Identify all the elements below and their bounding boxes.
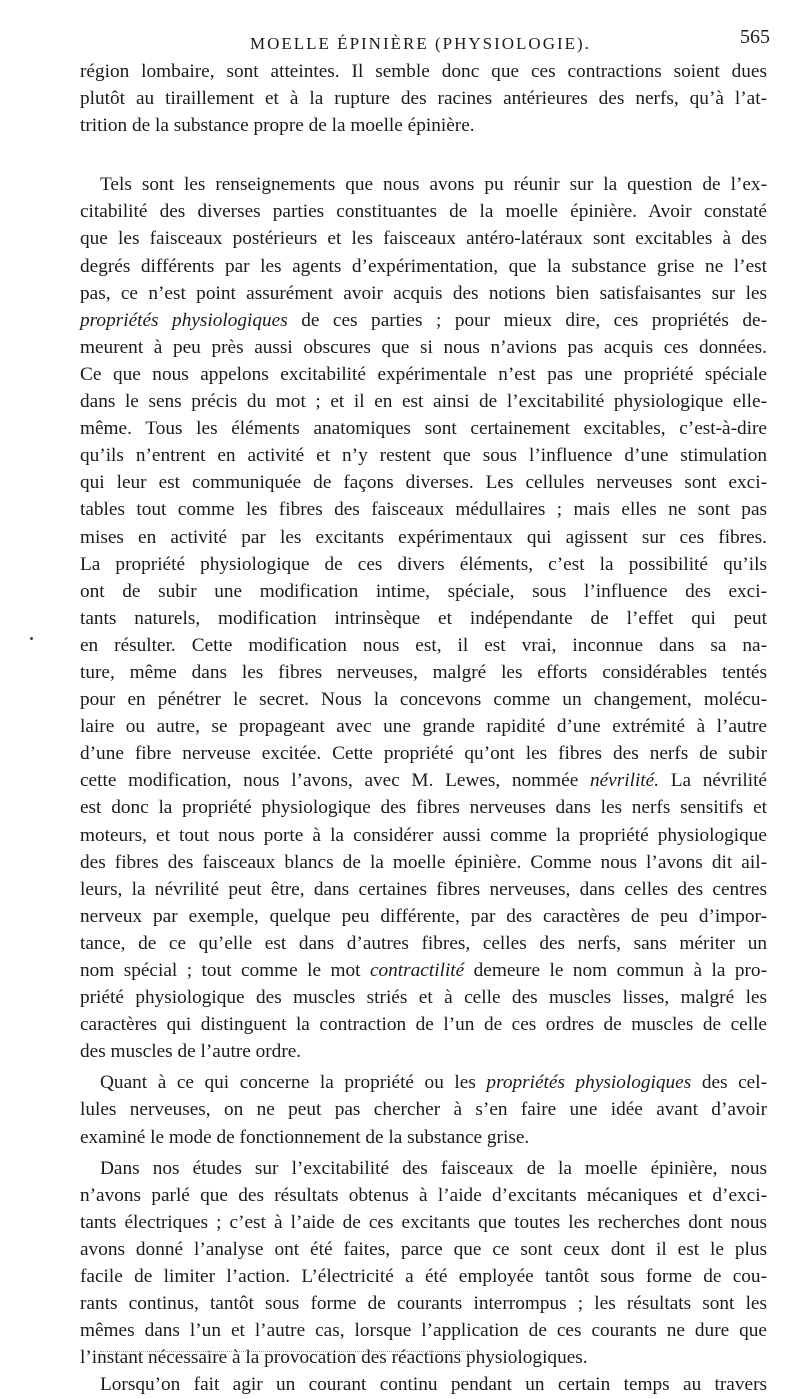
- page-number: 565: [740, 26, 770, 48]
- text-line: caractères qui distinguent la contraction de l’un de ces ordres de muscles de celle: [80, 1014, 767, 1036]
- text-line: moteurs, et tout nous porte à la considérer aussi comme la propriété physiologique: [80, 824, 767, 846]
- text-line: tance, de ce qu’elle est dans d’autres fibres, celles des nerfs, sans mériter un: [80, 932, 767, 954]
- text-line: dans le sens précis du mot ; et il en est ainsi de l’excitabilité physiologique elle-: [80, 391, 767, 413]
- text-line: ture, même dans les fibres nerveuses, malgré les efforts considérables tentés: [80, 661, 767, 683]
- text-line: région lombaire, sont atteintes. Il semble donc que ces contractions soient dues: [80, 61, 767, 82]
- text-line: leurs, la névrilité peut être, dans certaines fibres nerveuses, dans celles des centres: [80, 878, 767, 900]
- text-line: laire ou autre, se propageant avec une grande rapidité d’une extrémité à l’autre: [80, 716, 767, 738]
- text-line: nom spécial ; tout comme le mot contractilité demeure le nom commun à la pro-: [80, 960, 767, 981]
- paragraph: [80, 58, 767, 139]
- text-line: même. Tous les éléments anatomiques sont certainement excitables, c’est-à-dire: [80, 418, 767, 440]
- text-line: tants naturels, modification intrinsèque et indépendante de l’effet qui peut: [80, 607, 767, 629]
- text-line: plutôt au tiraillement et à la rupture des racines antérieures des nerfs, qu’à l’at-: [80, 88, 767, 110]
- text-line: Tels sont les renseignements que nous avons pu réunir sur la question de l’ex-: [100, 174, 767, 196]
- text-line: facile de limiter l’action. L’électricité a été employée tantôt sous forme de cou-: [80, 1266, 767, 1288]
- text-line: examiné le mode de fonctionnement de la substance grise.: [80, 1126, 530, 1148]
- text-line: ont de subir une modification intime, spéciale, sous l’influence des exci-: [80, 580, 767, 602]
- text-line: propriétés physiologiques de ces parties ; pour mieux dire, ces propriétés de-: [80, 309, 767, 331]
- text-line: mises en activité par les excitants expérimentaux qui agissent sur ces fibres.: [80, 526, 767, 548]
- running-title: MOELLE ÉPINIÈRE (PHYSIOLOGIE).: [250, 34, 591, 53]
- text-line: est donc la propriété physiologique des fibres nerveuses dans les nerfs sensitifs et: [80, 797, 767, 819]
- paragraph: [80, 171, 767, 1065]
- text-line: rants continus, tantôt sous forme de courants interrompus ; les résultats sont les: [80, 1293, 767, 1315]
- text-line: pour en pénétrer le secret. Nous la concevons comme un changement, molécu-: [80, 689, 767, 711]
- text-line: citabilité des diverses parties constituantes de la moelle épinière. Avoir constaté: [80, 201, 767, 223]
- text-line: trition de la substance propre de la moelle épinière.: [80, 115, 475, 137]
- text-line: des fibres des faisceaux blancs de la moelle épinière. Comme nous l’avons dit ail-: [80, 851, 767, 873]
- text-line: l’instant nécessaire à la provocation des réactions physiologiques.: [80, 1347, 588, 1369]
- text-line: Quant à ce qui concerne la propriété ou les propriétés physiologiques des cel-: [100, 1072, 767, 1094]
- paragraph: [80, 1371, 767, 1398]
- text-line: tables tout comme les fibres des faisceaux médullaires ; mais elles ne sont pas: [80, 499, 767, 521]
- text-line: Ce que nous appelons excitabilité expérimentale n’est pas une propriété spéciale: [80, 363, 767, 385]
- text-line: mêmes dans l’un et l’autre cas, lorsque l’application de ces courants ne dure que: [80, 1320, 767, 1342]
- text-line: lules nerveuses, on ne peut pas chercher à s’en faire une idée avant d’avoir: [80, 1099, 767, 1121]
- text-line: Lorsqu’on fait agir un courant continu pendant un certain temps au travers: [100, 1374, 767, 1396]
- text-line: La propriété physiologique de ces divers éléments, c’est la possibilité qu’ils: [80, 553, 767, 575]
- text-line: en résulter. Cette modification nous est, il est vrai, inconnue dans sa na-: [80, 634, 767, 656]
- text-line: Dans nos études sur l’excitabilité des faisceaux de la moelle épinière, nous: [100, 1157, 767, 1179]
- text-line: cette modification, nous l’avons, avec M. Lewes, nommée névrilité. La névrilité: [80, 770, 767, 792]
- paragraph: [80, 1155, 767, 1372]
- paragraph: [80, 1069, 767, 1150]
- text-line: des muscles de l’autre ordre.: [80, 1041, 302, 1063]
- page-header: [80, 24, 770, 54]
- text-line: qu’ils n’entrent en activité et n’y restent que sous l’influence d’une stimulation: [80, 445, 767, 467]
- text-line: que les faisceaux postérieurs et les faisceaux antéro-latéraux sont excitables à des: [80, 228, 767, 250]
- text-line: degrés différents par les agents d’expérimentation, que la substance grise ne l’est: [80, 255, 767, 277]
- text-line: meurent à peu près aussi obscures que si nous n’avions pas acquis ces données.: [80, 336, 767, 358]
- text-line: tants électriques ; c’est à l’aide de ces excitants que toutes les recherches dont nous: [80, 1211, 767, 1233]
- text-line: pas, ce n’est point assurément avoir acquis des notions bien satisfaisantes sur les: [80, 282, 767, 304]
- text-line: avons donné l’analyse ont été faites, parce que ce sont ceux dont il est le plus: [80, 1238, 767, 1260]
- text-line: d’une fibre nerveuse excitée. Cette propriété qu’ont les fibres des nerfs de subir: [80, 743, 767, 765]
- text-line: qui leur est communiquée de façons diverses. Les cellules nerveuses sont exci-: [80, 472, 767, 494]
- text-line: priété physiologique des muscles striés et à celle des muscles lisses, malgré les: [80, 987, 767, 1009]
- text-line: n’avons parlé que des résultats obtenus à l’aide d’excitants mécaniques et d’exci-: [80, 1184, 767, 1206]
- body-text: [80, 58, 767, 1399]
- text-line: nerveux par exemple, quelque peu différente, par des caractères de peu d’impor-: [80, 905, 767, 927]
- footer-rule: [100, 1351, 470, 1352]
- ink-speck: [30, 637, 33, 640]
